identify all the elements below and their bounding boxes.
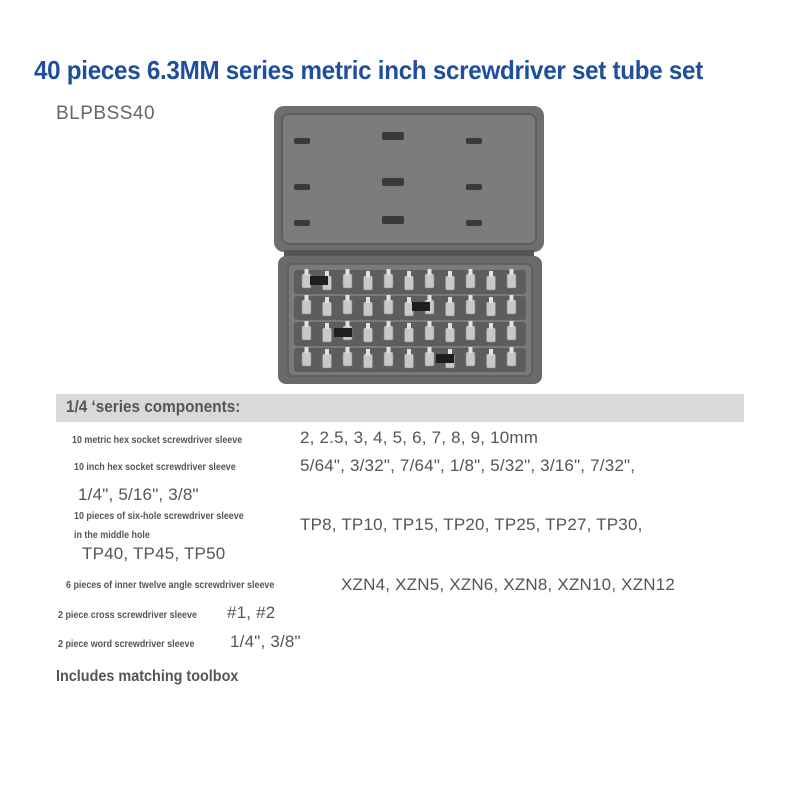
model-number: BLPBSS40 [56, 103, 156, 124]
spec-label-inch-hex: 10 inch hex socket screwdriver sleeve [74, 461, 236, 473]
spec-value-six-hole-cont: TP40, TP45, TP50 [82, 544, 226, 563]
section-title: 1/4 ‘series components: [66, 397, 241, 416]
spec-label-metric-hex: 10 metric hex socket screwdriver sleeve [72, 434, 243, 446]
spec-label-cross: 2 piece cross screwdriver sleeve [58, 609, 197, 621]
spec-label-word: 2 piece word screwdriver sleeve [58, 638, 195, 650]
spec-value-six-hole: TP8, TP10, TP15, TP20, TP25, TP27, TP30, [300, 515, 643, 534]
spec-label-six-hole-cont: in the middle hole [74, 529, 150, 541]
spec-value-metric-hex: 2, 2.5, 3, 4, 5, 6, 7, 8, 9, 10mm [300, 428, 539, 447]
spec-label-twelve-angle: 6 pieces of inner twelve angle screwdriver sleeve [66, 579, 275, 591]
spec-value-word: 1/4", 3/8" [230, 632, 301, 651]
spec-label-six-hole: 10 pieces of six-hole screwdriver sleeve [74, 510, 244, 522]
screwdriver-set-case-photo [270, 104, 548, 386]
spec-value-inch-hex-cont: 1/4", 5/16", 3/8" [78, 485, 199, 504]
spec-value-twelve-angle: XZN4, XZN5, XZN6, XZN8, XZN10, XZN12 [341, 575, 676, 594]
spec-value-inch-hex: 5/64", 3/32", 7/64", 1/8", 5/32", 3/16", 7/32", [300, 456, 636, 475]
spec-value-cross: #1, #2 [227, 603, 276, 622]
includes-toolbox-note: Includes matching toolbox [56, 668, 239, 685]
page-title: 40 pieces 6.3MM series metric inch screwdriver set tube set [34, 55, 703, 85]
